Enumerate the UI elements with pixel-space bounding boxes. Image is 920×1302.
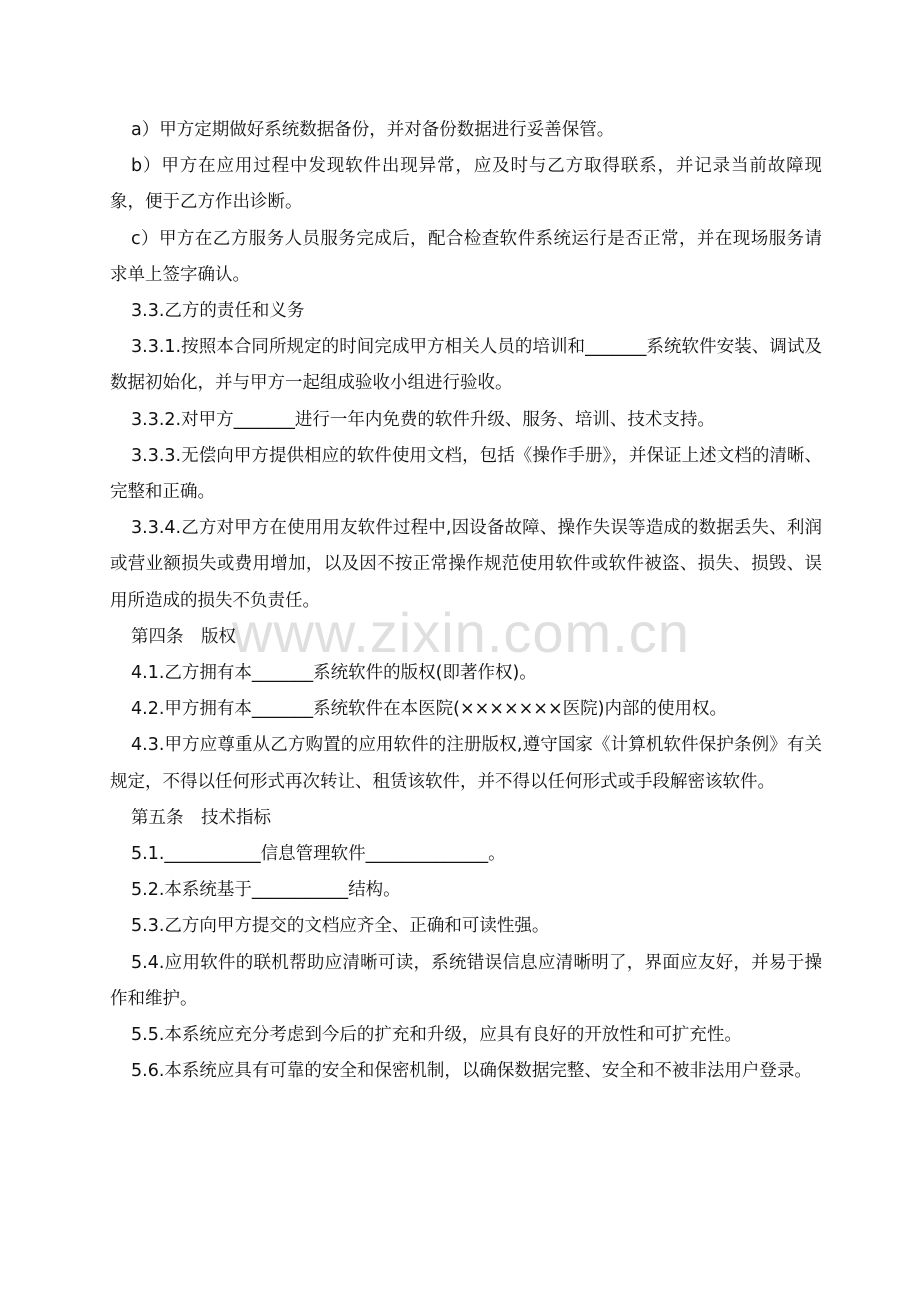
document-body	[110, 112, 822, 1089]
clause-5-6: 5.6.本系统应具有可靠的安全和保密机制，以确保数据完整、安全和不被非法用户登录。	[131, 1061, 812, 1082]
clause-5-1: 5.1.___________信息管理软件______________。	[131, 844, 506, 865]
clause-4-1: 4.1.乙方拥有本_______系统软件的版权(即著作权)。	[131, 663, 537, 684]
clause-4-2: 4.2.甲方拥有本_______系统软件在本医院(×××××××医院)内部的使用权。	[131, 699, 727, 720]
watermark: www.zixin.com.cn	[232, 601, 690, 664]
clause-5-2: 5.2.本系统基于___________结构。	[131, 880, 401, 901]
article-4-heading: 第四条 版权	[131, 626, 236, 647]
paragraph-a: a）甲方定期做好系统数据备份，并对备份数据进行妥善保管。	[131, 120, 615, 140]
paragraph-b: b）甲方在应用过程中发现软件出现异常，应及时与乙方取得联系，并记录当前故障现象，便于乙方作出诊断。	[110, 156, 822, 213]
section-heading-3-3: 3.3.乙方的责任和义务	[131, 301, 305, 322]
clause-3-3-2: 3.3.2.对甲方_______进行一年内免费的软件升级、服务、培训、技术支持。	[131, 409, 715, 430]
article-5-heading: 第五条 技术指标	[131, 807, 271, 828]
clause-5-4: 5.4.应用软件的联机帮助应清晰可读，系统错误信息应清晰明了，界面应友好，并易于操作和维护。	[110, 952, 822, 1009]
clause-4-3: 4.3.甲方应尊重从乙方购置的应用软件的注册版权,遵守国家《计算机软件保护条例》有关规定，不得以任何形式再次转让、租赁该软件，并不得以任何形式或手段解密该软件。	[110, 735, 822, 792]
clause-3-3-3: 3.3.3.无偿向甲方提供相应的软件使用文档，包括《操作手册》，并保证上述文档的清晰、完整和正确。	[110, 445, 822, 503]
paragraph-c: c）甲方在乙方服务人员服务完成后，配合检查软件系统运行是否正常，并在现场服务请求单上签字确认。	[110, 228, 822, 285]
clause-3-3-1: 3.3.1.按照本合同所规定的时间完成甲方相关人员的培训和_______系统软件安装、调试及数据初始化，并与甲方一起组成验收小组进行验收。	[110, 337, 822, 394]
clause-5-5: 5.5.本系统应充分考虑到今后的扩充和升级，应具有良好的开放性和可扩充性。	[131, 1025, 742, 1046]
clause-5-3: 5.3.乙方向甲方提交的文档应齐全、正确和可读性强。	[131, 916, 550, 937]
clause-3-3-4: 3.3.4.乙方对甲方在使用用友软件过程中,因设备故障、操作失误等造成的数据丢失、利润或营业额损失或费用增加，以及因不按正常操作规范使用软件或软件被盗、损失、损毁、误用所造成的损失不负责任。	[110, 518, 822, 611]
